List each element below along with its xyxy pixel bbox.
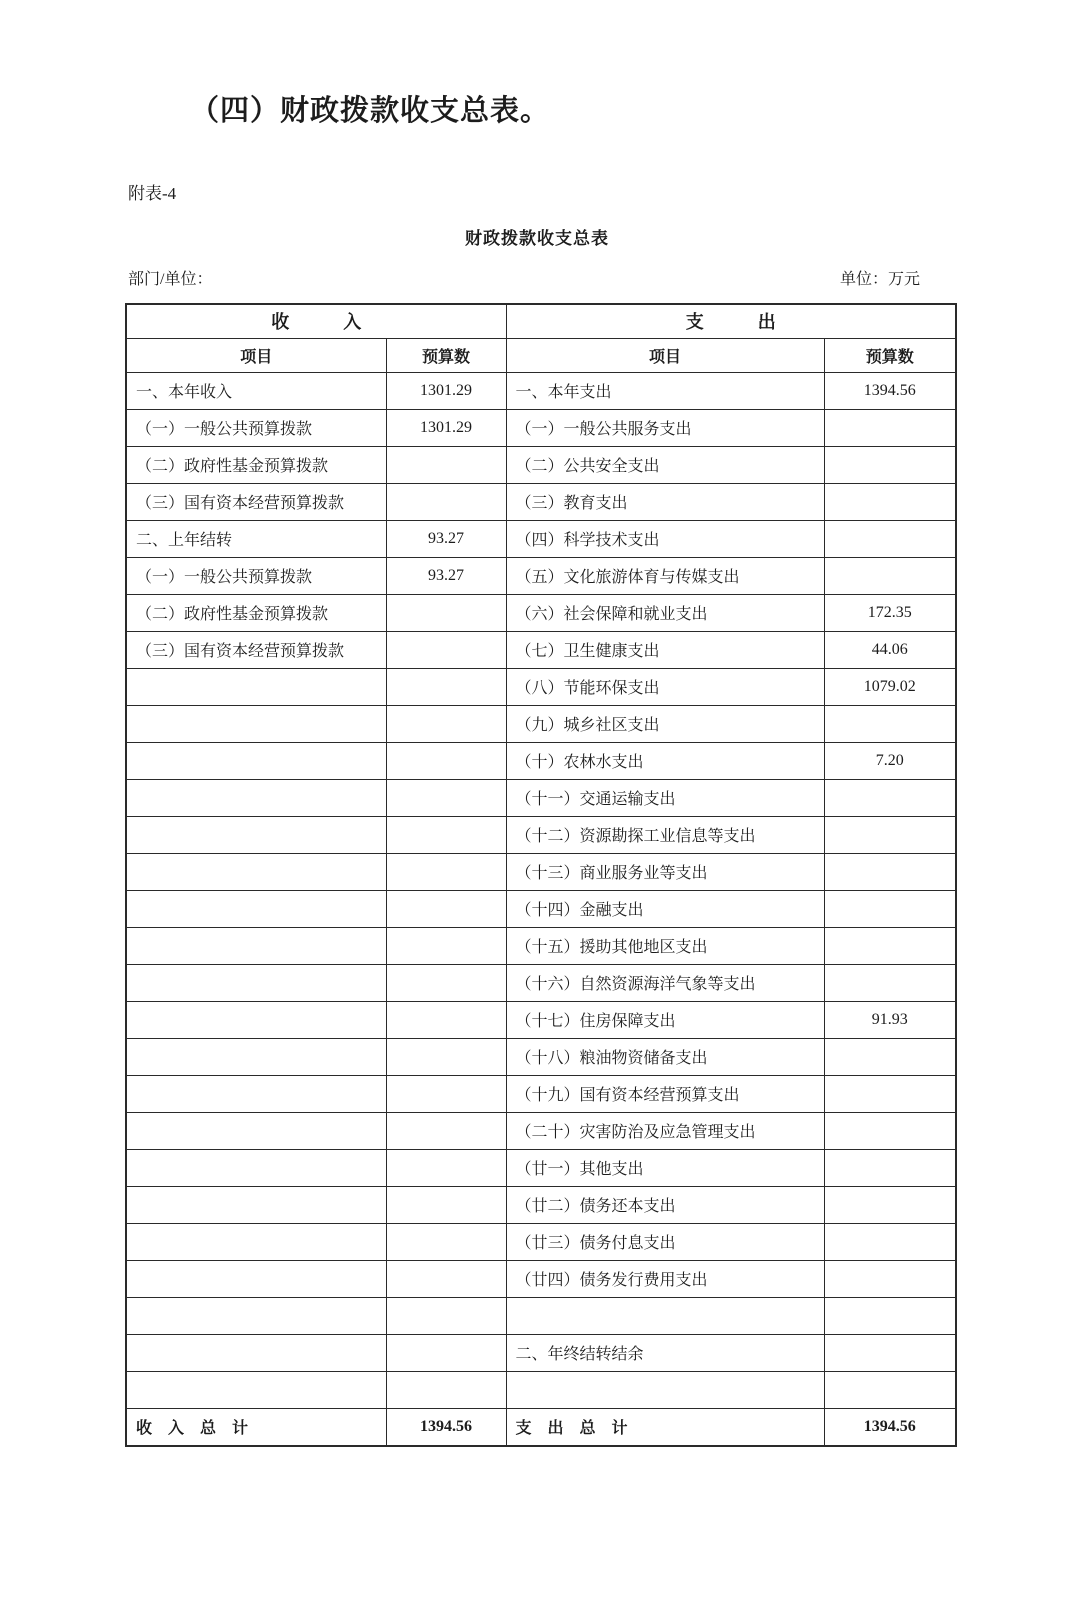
expense-budget-cell bbox=[824, 890, 956, 927]
expense-item-cell: （十七）住房保障支出 bbox=[506, 1001, 824, 1038]
table-row bbox=[126, 520, 956, 557]
expense-budget-cell bbox=[824, 927, 956, 964]
income-item-header: 项目 bbox=[126, 338, 386, 372]
income-budget-cell bbox=[386, 705, 506, 742]
table-row bbox=[126, 779, 956, 816]
table-row bbox=[126, 409, 956, 446]
income-budget-cell bbox=[386, 1371, 506, 1408]
income-item-cell: （二）政府性基金预算拨款 bbox=[126, 446, 386, 483]
expense-item-cell: （一）一般公共服务支出 bbox=[506, 409, 824, 446]
table-row bbox=[126, 927, 956, 964]
expense-budget-cell bbox=[824, 853, 956, 890]
table-row bbox=[126, 1112, 956, 1149]
income-item-cell: （三）国有资本经营预算拨款 bbox=[126, 483, 386, 520]
expense-group-header: 支 出 bbox=[506, 304, 956, 338]
table-row bbox=[126, 631, 956, 668]
income-item-cell bbox=[126, 1297, 386, 1334]
income-item-cell bbox=[126, 1223, 386, 1260]
table-row bbox=[126, 1001, 956, 1038]
income-budget-cell: 93.27 bbox=[386, 557, 506, 594]
income-item-cell: （一）一般公共预算拨款 bbox=[126, 409, 386, 446]
income-item-cell bbox=[126, 1001, 386, 1038]
income-item-cell bbox=[126, 890, 386, 927]
income-item-cell bbox=[126, 668, 386, 705]
income-item-cell bbox=[126, 1260, 386, 1297]
income-budget-cell: 93.27 bbox=[386, 520, 506, 557]
table-meta-row bbox=[128, 266, 920, 289]
expense-item-cell: （廿三）债务付息支出 bbox=[506, 1223, 824, 1260]
expense-item-cell: 一、本年支出 bbox=[506, 372, 824, 409]
table-row bbox=[126, 372, 956, 409]
expense-budget-cell bbox=[824, 1371, 956, 1408]
column-header-row bbox=[126, 338, 956, 372]
table-row bbox=[126, 1149, 956, 1186]
income-budget-cell bbox=[386, 779, 506, 816]
expense-item-cell: （廿一）其他支出 bbox=[506, 1149, 824, 1186]
table-row bbox=[126, 853, 956, 890]
income-budget-cell bbox=[386, 816, 506, 853]
income-item-cell bbox=[126, 1371, 386, 1408]
total-row bbox=[126, 1408, 956, 1446]
expense-budget-cell bbox=[824, 1186, 956, 1223]
table-row bbox=[126, 1334, 956, 1371]
table-row bbox=[126, 483, 956, 520]
expense-item-cell: （十八）粮油物资储备支出 bbox=[506, 1038, 824, 1075]
expense-budget-cell bbox=[824, 964, 956, 1001]
income-item-cell bbox=[126, 742, 386, 779]
expense-item-cell: （十三）商业服务业等支出 bbox=[506, 853, 824, 890]
expense-budget-cell bbox=[824, 816, 956, 853]
income-budget-cell bbox=[386, 1223, 506, 1260]
expense-budget-cell: 7.20 bbox=[824, 742, 956, 779]
table-title: 财政拨款收支总表 bbox=[465, 229, 609, 248]
expense-budget-cell: 91.93 bbox=[824, 1001, 956, 1038]
expense-budget-cell bbox=[824, 557, 956, 594]
expense-budget-cell bbox=[824, 1297, 956, 1334]
expense-budget-cell bbox=[824, 1112, 956, 1149]
table-row bbox=[126, 446, 956, 483]
expense-item-cell: （十二）资源勘探工业信息等支出 bbox=[506, 816, 824, 853]
income-budget-cell bbox=[386, 1038, 506, 1075]
expense-item-cell: （四）科学技术支出 bbox=[506, 520, 824, 557]
expense-item-cell: （六）社会保障和就业支出 bbox=[506, 594, 824, 631]
expense-item-cell bbox=[506, 1371, 824, 1408]
currency-unit-label: 单位：万元 bbox=[839, 271, 920, 288]
income-budget-header: 预算数 bbox=[386, 338, 506, 372]
expense-item-cell: （八）节能环保支出 bbox=[506, 668, 824, 705]
expense-item-cell: （三）教育支出 bbox=[506, 483, 824, 520]
income-item-cell bbox=[126, 927, 386, 964]
expense-item-cell: （廿四）债务发行费用支出 bbox=[506, 1260, 824, 1297]
income-item-cell: （一）一般公共预算拨款 bbox=[126, 557, 386, 594]
expense-budget-cell: 44.06 bbox=[824, 631, 956, 668]
attachment-table-label: 附表-4 bbox=[128, 184, 177, 203]
income-budget-cell bbox=[386, 853, 506, 890]
expense-budget-cell bbox=[824, 483, 956, 520]
expense-item-cell: （十）农林水支出 bbox=[506, 742, 824, 779]
income-item-cell bbox=[126, 1186, 386, 1223]
income-item-cell: 二、上年结转 bbox=[126, 520, 386, 557]
table-row bbox=[126, 1223, 956, 1260]
income-budget-cell bbox=[386, 446, 506, 483]
income-item-cell bbox=[126, 1038, 386, 1075]
income-budget-cell bbox=[386, 1112, 506, 1149]
income-item-cell bbox=[126, 853, 386, 890]
expense-item-header: 项目 bbox=[506, 338, 824, 372]
expense-item-cell: （廿二）债务还本支出 bbox=[506, 1186, 824, 1223]
expense-budget-cell bbox=[824, 1149, 956, 1186]
expense-item-cell: （五）文化旅游体育与传媒支出 bbox=[506, 557, 824, 594]
income-budget-cell bbox=[386, 668, 506, 705]
expense-item-cell: 二、年终结转结余 bbox=[506, 1334, 824, 1371]
income-item-cell: （三）国有资本经营预算拨款 bbox=[126, 631, 386, 668]
expense-budget-cell bbox=[824, 1075, 956, 1112]
income-budget-cell bbox=[386, 1297, 506, 1334]
income-item-cell bbox=[126, 1075, 386, 1112]
table-body bbox=[126, 372, 956, 1408]
income-item-cell bbox=[126, 1149, 386, 1186]
expense-budget-cell bbox=[824, 1260, 956, 1297]
expense-item-cell: （十九）国有资本经营预算支出 bbox=[506, 1075, 824, 1112]
expense-item-cell: （十五）援助其他地区支出 bbox=[506, 927, 824, 964]
group-header-row bbox=[126, 304, 956, 338]
department-unit-label: 部门/单位： bbox=[128, 271, 213, 288]
expense-budget-cell bbox=[824, 520, 956, 557]
expense-budget-cell: 172.35 bbox=[824, 594, 956, 631]
income-budget-cell bbox=[386, 927, 506, 964]
expense-budget-cell: 1079.02 bbox=[824, 668, 956, 705]
income-item-cell bbox=[126, 816, 386, 853]
expense-budget-header: 预算数 bbox=[824, 338, 956, 372]
table-row bbox=[126, 816, 956, 853]
table-row bbox=[126, 1371, 956, 1408]
expense-budget-cell bbox=[824, 1038, 956, 1075]
expense-budget-cell: 1394.56 bbox=[824, 372, 956, 409]
table-row bbox=[126, 1186, 956, 1223]
income-item-cell: （二）政府性基金预算拨款 bbox=[126, 594, 386, 631]
expense-item-cell: （九）城乡社区支出 bbox=[506, 705, 824, 742]
income-budget-cell bbox=[386, 890, 506, 927]
income-item-cell bbox=[126, 964, 386, 1001]
table-row bbox=[126, 557, 956, 594]
table-row bbox=[126, 1297, 956, 1334]
expense-item-cell: （二十）灾害防治及应急管理支出 bbox=[506, 1112, 824, 1149]
expense-budget-cell bbox=[824, 446, 956, 483]
expense-budget-cell bbox=[824, 705, 956, 742]
income-total-value: 1394.56 bbox=[386, 1408, 506, 1446]
income-budget-cell bbox=[386, 964, 506, 1001]
income-total-label: 收 入 总 计 bbox=[126, 1408, 386, 1446]
income-budget-cell bbox=[386, 1260, 506, 1297]
income-item-cell bbox=[126, 779, 386, 816]
page-title: （四）财政拨款收支总表。 bbox=[190, 95, 551, 127]
expense-budget-cell bbox=[824, 779, 956, 816]
income-budget-cell bbox=[386, 1334, 506, 1371]
income-item-cell: 一、本年收入 bbox=[126, 372, 386, 409]
table-row bbox=[126, 594, 956, 631]
table-row bbox=[126, 668, 956, 705]
budget-summary-table bbox=[125, 303, 957, 1447]
expense-item-cell bbox=[506, 1297, 824, 1334]
income-budget-cell bbox=[386, 1149, 506, 1186]
table-row bbox=[126, 1075, 956, 1112]
expense-budget-cell bbox=[824, 409, 956, 446]
income-budget-cell bbox=[386, 1001, 506, 1038]
expense-item-cell: （七）卫生健康支出 bbox=[506, 631, 824, 668]
income-budget-cell bbox=[386, 483, 506, 520]
table-row bbox=[126, 742, 956, 779]
income-item-cell bbox=[126, 1112, 386, 1149]
income-budget-cell bbox=[386, 1186, 506, 1223]
expense-item-cell: （十四）金融支出 bbox=[506, 890, 824, 927]
income-item-cell bbox=[126, 1334, 386, 1371]
table-row bbox=[126, 964, 956, 1001]
expense-budget-cell bbox=[824, 1334, 956, 1371]
expense-budget-cell bbox=[824, 1223, 956, 1260]
expense-item-cell: （二）公共安全支出 bbox=[506, 446, 824, 483]
income-budget-cell: 1301.29 bbox=[386, 409, 506, 446]
income-budget-cell bbox=[386, 594, 506, 631]
table-row bbox=[126, 890, 956, 927]
income-budget-cell bbox=[386, 631, 506, 668]
income-group-header: 收 入 bbox=[126, 304, 506, 338]
table-row bbox=[126, 1038, 956, 1075]
income-budget-cell bbox=[386, 1075, 506, 1112]
table-row bbox=[126, 1260, 956, 1297]
expense-total-label: 支 出 总 计 bbox=[506, 1408, 824, 1446]
expense-item-cell: （十一）交通运输支出 bbox=[506, 779, 824, 816]
table-row bbox=[126, 705, 956, 742]
income-item-cell bbox=[126, 705, 386, 742]
income-budget-cell bbox=[386, 742, 506, 779]
expense-total-value: 1394.56 bbox=[824, 1408, 956, 1446]
income-budget-cell: 1301.29 bbox=[386, 372, 506, 409]
expense-item-cell: （十六）自然资源海洋气象等支出 bbox=[506, 964, 824, 1001]
